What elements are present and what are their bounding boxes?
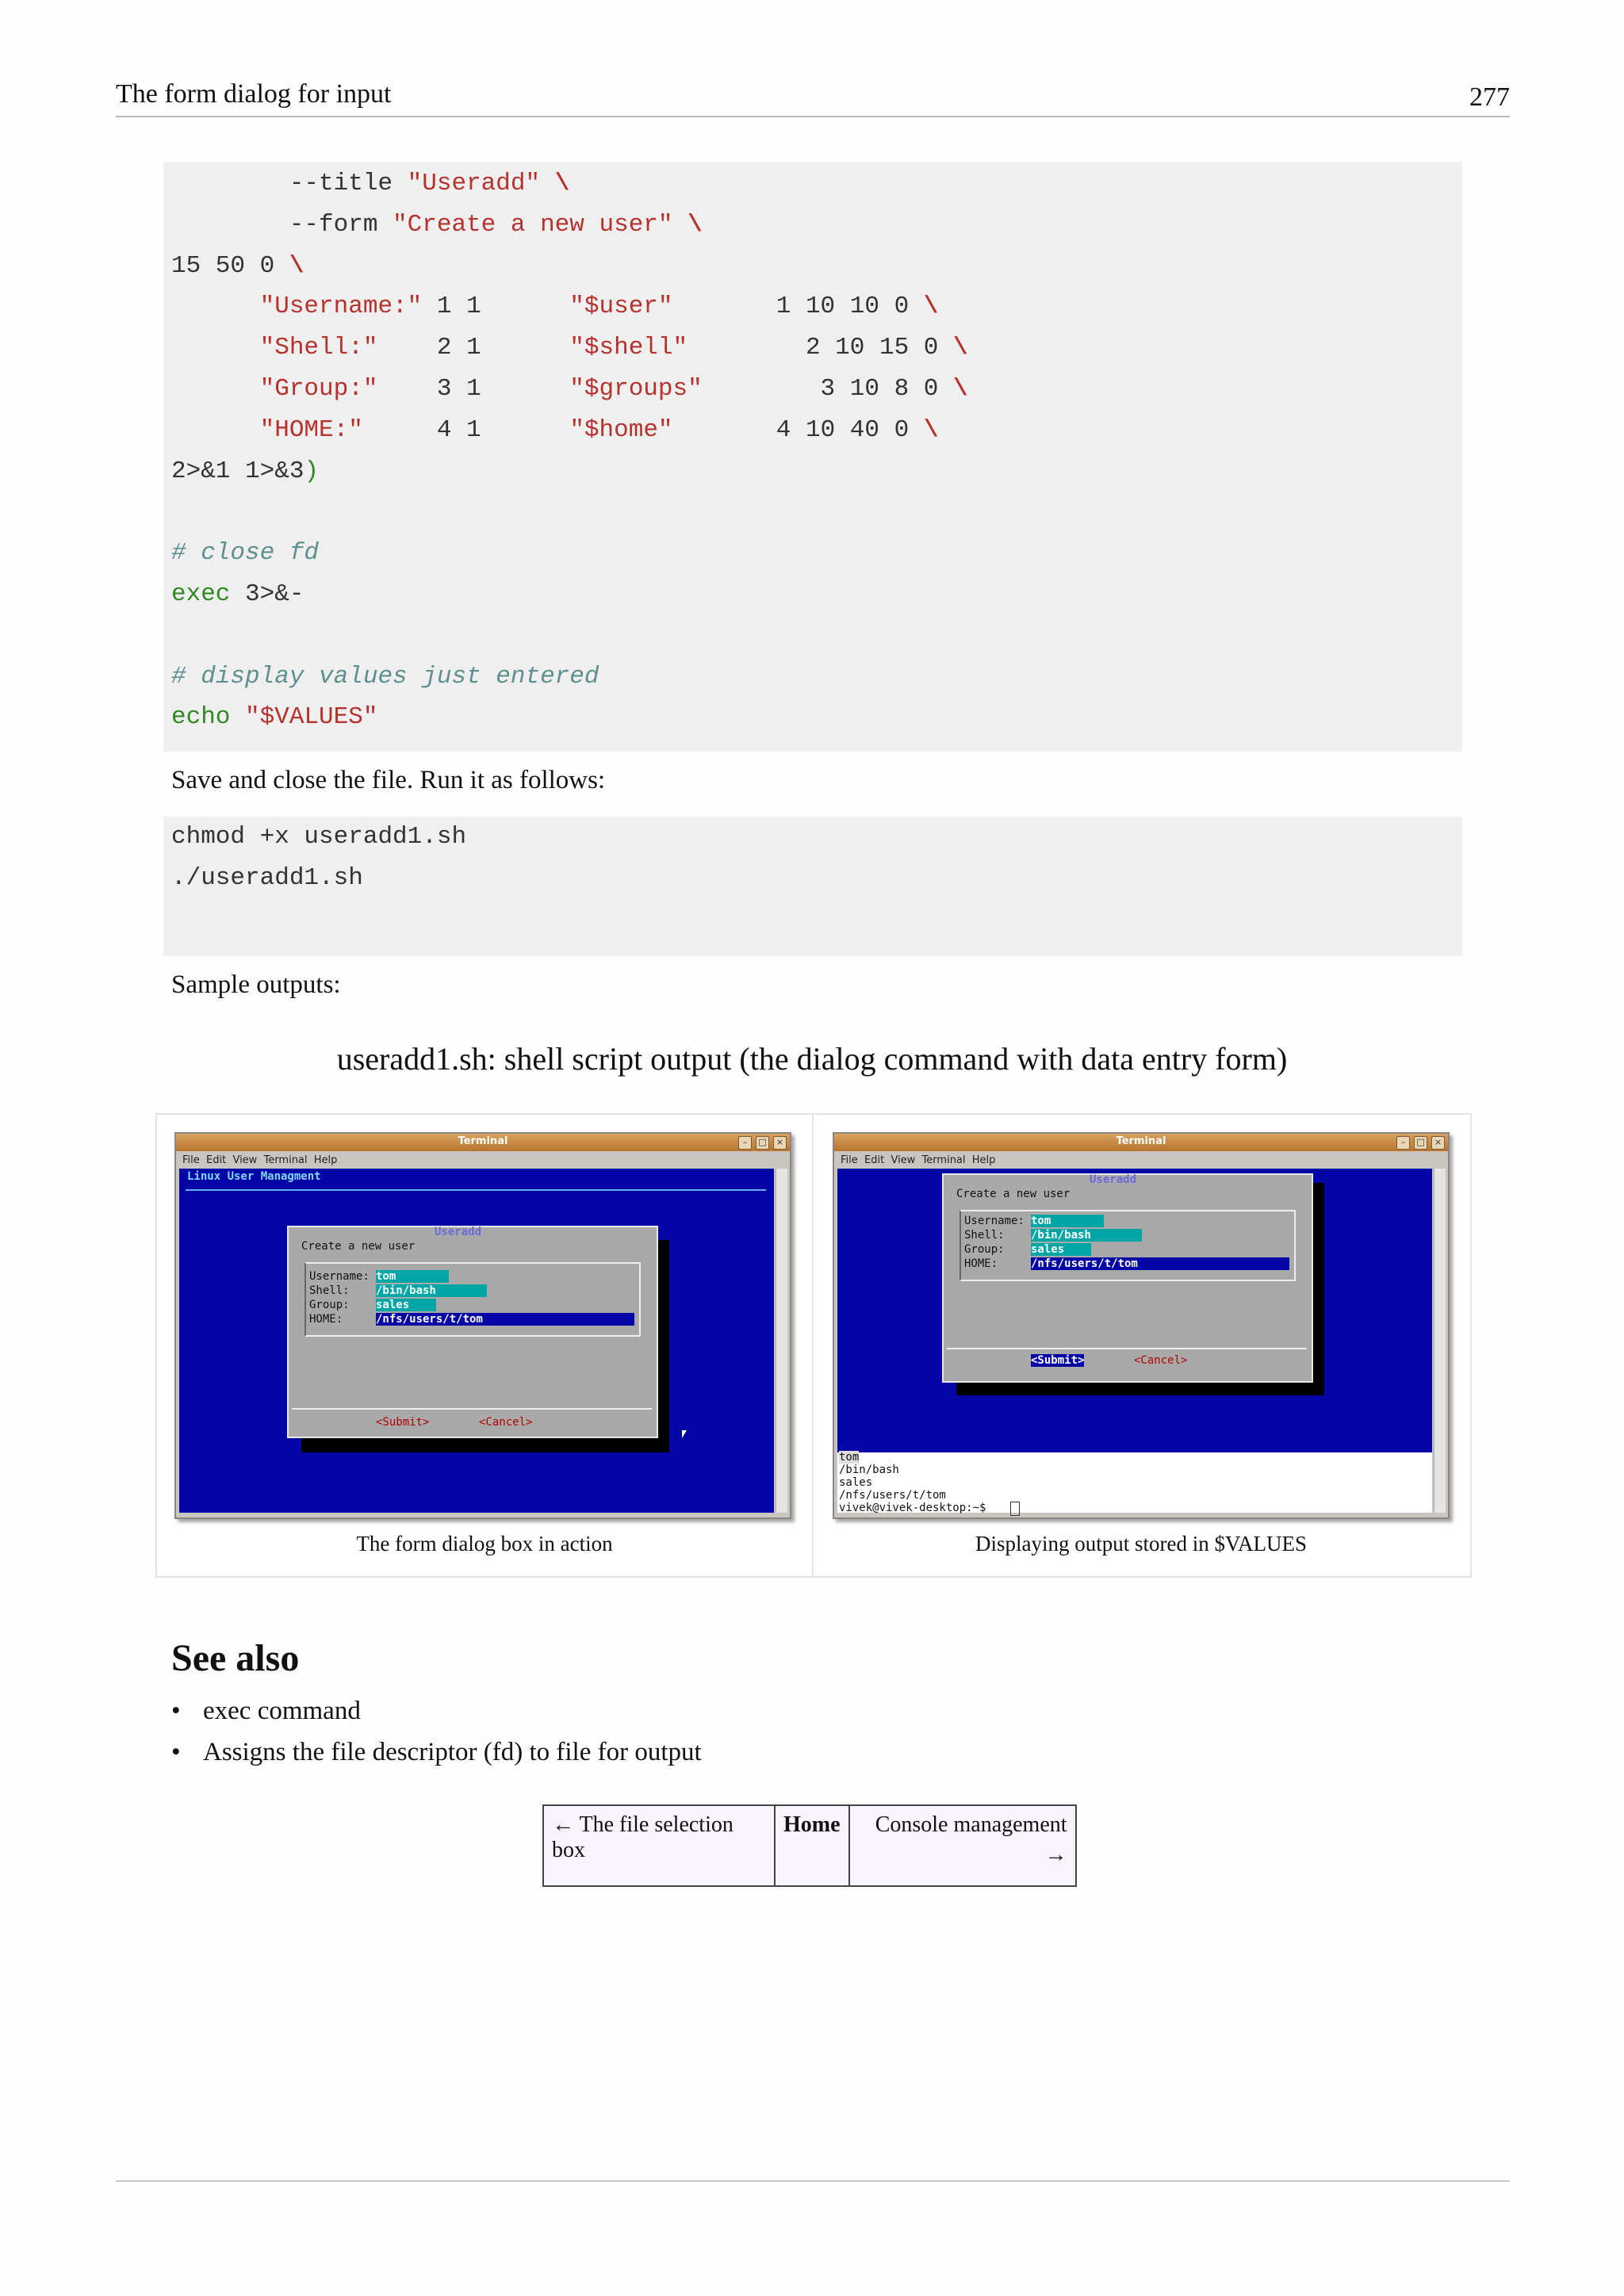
- terminal-title: Terminal: [458, 1135, 508, 1147]
- backtitle: Linux User Managment: [187, 1170, 321, 1183]
- see-also-item-fd[interactable]: • Assigns the file descriptor (fd) to file for output: [171, 1738, 702, 1779]
- label-group: Group:: [309, 1299, 350, 1311]
- close-icon: ×: [773, 1136, 787, 1150]
- code-token: # display values just entered: [171, 662, 599, 691]
- code-token: 1 1: [422, 293, 570, 321]
- label-home: HOME:: [309, 1313, 343, 1326]
- code-token: "Useradd": [407, 170, 541, 197]
- label-shell: Shell:: [964, 1229, 1005, 1242]
- code-token: "HOME:": [259, 415, 363, 444]
- minimize-icon: –: [738, 1136, 752, 1150]
- maximize-icon: □: [1414, 1136, 1427, 1150]
- code-line: [171, 211, 703, 239]
- output-line: /bin/bash: [839, 1464, 899, 1476]
- close-icon: ×: [1431, 1136, 1445, 1150]
- code-token: exec: [171, 580, 231, 608]
- shell-prompt: vivek@vivek-desktop:~$: [839, 1502, 993, 1514]
- code-token: [540, 170, 555, 197]
- output-line: tom: [839, 1451, 860, 1464]
- nav-home-link[interactable]: [775, 1805, 849, 1886]
- code-token: 2 10 15 0: [688, 334, 953, 362]
- code-token: 2>&1 1>&3: [171, 457, 304, 485]
- dialog-title: Useradd: [1090, 1173, 1137, 1186]
- terminal-title: Terminal: [1116, 1135, 1166, 1147]
- code-block-run: [163, 817, 1462, 956]
- navigation-table: [542, 1804, 1077, 1887]
- code-token: 3 10 8 0: [702, 375, 953, 403]
- nav-prev-link[interactable]: [543, 1805, 775, 1886]
- code-token: 4 10 40 0: [672, 415, 924, 444]
- code-token: [230, 703, 245, 731]
- code-token: "Group:": [259, 375, 378, 403]
- code-token: \: [923, 293, 939, 321]
- label-group: Group:: [964, 1243, 1005, 1256]
- cancel-button[interactable]: <Cancel>: [1134, 1354, 1188, 1367]
- code-token: "$user": [569, 293, 673, 321]
- footer-rule: [116, 2180, 1510, 2182]
- code-token: --title: [171, 170, 408, 197]
- running-header: [116, 79, 1510, 117]
- code-token: 3>&-: [230, 580, 304, 608]
- code-line: [171, 457, 319, 485]
- screenshot-gallery: [155, 1113, 1472, 1578]
- gallery-divider: [812, 1115, 814, 1576]
- code-token: \: [923, 415, 939, 444]
- code-token: echo: [171, 703, 231, 732]
- see-also-list: [171, 1697, 702, 1779]
- dialog-prompt: Create a new user: [956, 1188, 1071, 1200]
- code-token: [171, 416, 260, 444]
- code-token: [171, 334, 260, 362]
- label-home: HOME:: [964, 1257, 998, 1270]
- code-token: ./useradd1.sh: [171, 863, 363, 892]
- code-token: 1 10 10 0: [672, 293, 924, 321]
- code-token: "Username:": [259, 293, 423, 321]
- terminal-screen: [837, 1169, 1432, 1452]
- code-block-script: [163, 162, 1462, 752]
- label-shell: Shell:: [309, 1284, 350, 1297]
- right-arrow-icon: →: [1044, 1843, 1067, 1867]
- code-line: [171, 334, 968, 362]
- see-also-item-exec[interactable]: • exec command: [171, 1697, 702, 1738]
- label-username: Username:: [964, 1215, 1025, 1227]
- cancel-button[interactable]: <Cancel>: [479, 1416, 533, 1429]
- code-token: 4 1: [362, 415, 570, 444]
- code-token: chmod +x useradd1.sh: [171, 823, 467, 851]
- form-dialog: [287, 1226, 658, 1438]
- terminal-window-right: [833, 1132, 1450, 1519]
- code-token: 3 1: [377, 375, 570, 403]
- see-also-heading: See also: [171, 1637, 300, 1679]
- field-home[interactable]: /nfs/users/t/tom: [376, 1313, 634, 1326]
- submit-button[interactable]: <Submit>: [1031, 1354, 1085, 1367]
- field-group[interactable]: sales: [376, 1299, 436, 1311]
- code-line: [171, 539, 319, 567]
- code-token: "$shell": [569, 334, 688, 362]
- label-username: Username:: [309, 1270, 370, 1283]
- code-line: [171, 823, 466, 851]
- header-title: The form dialog for input: [116, 79, 392, 109]
- field-username[interactable]: tom: [376, 1270, 449, 1283]
- terminal-titlebar: [834, 1134, 1448, 1151]
- code-token: ): [304, 457, 320, 485]
- mouse-cursor-icon: [682, 1430, 687, 1438]
- code-token: # close fd: [171, 539, 320, 568]
- field-username[interactable]: tom: [1031, 1215, 1104, 1227]
- terminal-output: [837, 1452, 1432, 1513]
- output-line: /nfs/users/t/tom: [839, 1489, 946, 1502]
- paragraph-save-close: Save and close the file. Run it as follows:: [171, 766, 606, 794]
- terminal-screen: [179, 1169, 774, 1513]
- form-dialog: [942, 1173, 1313, 1383]
- field-group[interactable]: sales: [1031, 1243, 1091, 1256]
- nav-next-link[interactable]: [849, 1805, 1076, 1886]
- nav-home-label: Home: [783, 1812, 841, 1837]
- code-token: 2 1: [377, 334, 570, 362]
- code-line: [171, 864, 363, 892]
- code-token: \: [688, 210, 703, 239]
- code-token: [171, 375, 260, 403]
- dialog-button-rule: [947, 1348, 1307, 1349]
- maximize-icon: □: [756, 1136, 769, 1150]
- caption-right: Displaying output stored in $VALUES: [975, 1532, 1307, 1556]
- figure-title: useradd1.sh: shell script output (the dialog command with data entry form): [336, 1041, 1288, 1077]
- code-line: [171, 703, 377, 731]
- nav-next-label: Console management: [875, 1812, 1067, 1837]
- code-token: --form: [171, 210, 393, 239]
- field-home[interactable]: /nfs/users/t/tom: [1031, 1257, 1289, 1270]
- paragraph-sample-outputs: Sample outputs:: [171, 970, 341, 999]
- backtitle-rule: [186, 1189, 766, 1191]
- code-token: 15 50 0: [171, 251, 289, 280]
- dialog-button-rule: [292, 1408, 652, 1410]
- field-shell[interactable]: /bin/bash: [1031, 1229, 1142, 1242]
- dialog-title: Useradd: [435, 1226, 482, 1238]
- code-token: \: [952, 334, 968, 362]
- minimize-icon: –: [1396, 1136, 1410, 1150]
- code-token: \: [554, 170, 570, 197]
- code-token: "$groups": [569, 375, 703, 403]
- dialog-prompt: Create a new user: [301, 1240, 416, 1253]
- output-line: sales: [839, 1476, 873, 1489]
- terminal-menubar: File Edit View Terminal Help: [841, 1154, 996, 1166]
- page-number: 277: [1469, 82, 1510, 112]
- code-line: [171, 293, 938, 320]
- code-token: "$home": [569, 415, 673, 444]
- code-line: [171, 375, 968, 403]
- code-token: "Create a new user": [393, 210, 673, 239]
- cursor-block: [1010, 1502, 1020, 1516]
- code-token: \: [289, 251, 304, 280]
- code-line: [171, 580, 304, 608]
- terminal-scrollbar[interactable]: [776, 1169, 787, 1513]
- form-box: [959, 1210, 1296, 1281]
- field-shell[interactable]: /bin/bash: [376, 1284, 487, 1297]
- code-line: [171, 170, 569, 197]
- code-token: [171, 293, 260, 320]
- code-line: [171, 252, 304, 280]
- terminal-titlebar: [176, 1134, 790, 1151]
- caption-left: The form dialog box in action: [356, 1532, 613, 1556]
- terminal-menubar: File Edit View Terminal Help: [182, 1154, 338, 1166]
- terminal-window-left: [174, 1132, 791, 1519]
- code-token: "$VALUES": [245, 703, 378, 732]
- code-line: [171, 416, 938, 444]
- submit-button[interactable]: <Submit>: [376, 1416, 430, 1429]
- code-token: \: [953, 375, 968, 403]
- terminal-scrollbar[interactable]: [1434, 1169, 1446, 1513]
- nav-prev-label: ← The file selection box: [552, 1812, 733, 1862]
- code-token: [673, 211, 688, 239]
- code-line: [171, 663, 599, 691]
- code-token: "Shell:": [259, 334, 378, 362]
- form-box: [304, 1262, 641, 1337]
